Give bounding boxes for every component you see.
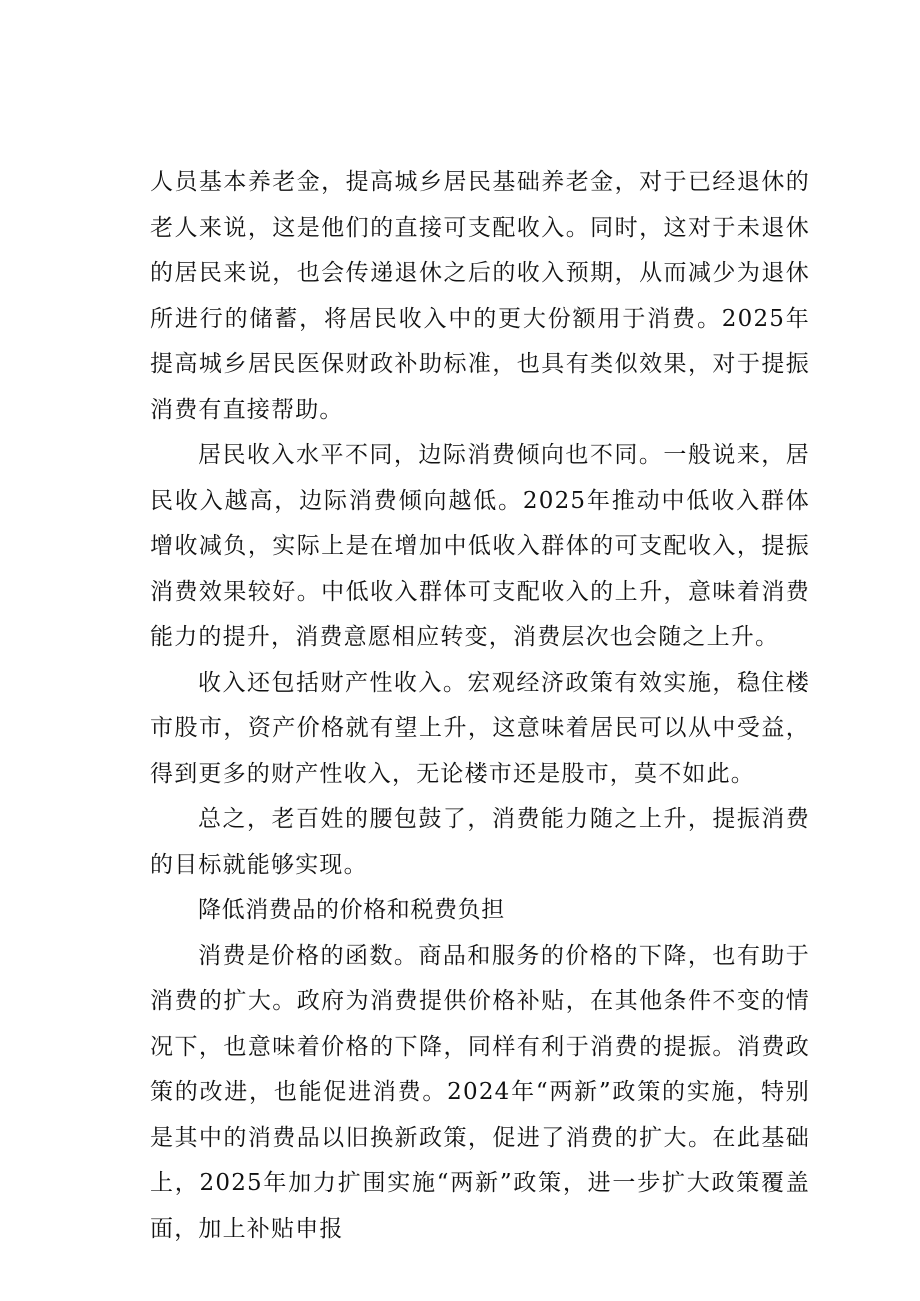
section-heading: 降低消费品的价格和税费负担: [198, 897, 505, 923]
paragraph-continued-pension: 人员基本养老金，提高城乡居民基础养老金，对于已经退休的老人来说，这是他们的直接可支配收入。同时，这对于未退休的居民来说，也会传递退休之后的收入预期，从而减少为退休所进行的储蓄，将居民收入中的更大份额用于消费。2025年提高城乡居民医保财政补助标准，也具有类似效果，对于提振消费有直接帮助。: [150, 169, 810, 423]
document-body: [150, 160, 810, 1252]
paragraph-income-levels: 居民收入水平不同，边际消费倾向也不同。一般说来，居民收入越高，边际消费倾向越低。2025年推动中低收入群体增收减负，实际上是在增加中低收入群体的可支配收入，提振消费效果较好。中低收入群体可支配收入的上升，意味着消费能力的提升，消费意愿相应转变，消费层次也会随之上升。: [150, 442, 810, 650]
paragraph-property-income: 收入还包括财产性收入。宏观经济政策有效实施，稳住楼市股市，资产价格就有望上升，这意味着居民可以从中受益，得到更多的财产性收入，无论楼市还是股市，莫不如此。: [150, 669, 810, 787]
paragraph-price-function: 消费是价格的函数。商品和服务的价格的下降，也有助于消费的扩大。政府为消费提供价格补贴，在其他条件不变的情况下，也意味着价格的下降，同样有利于消费的提振。消费政策的改进，也能促进消费。2024年“两新”政策的实施，特别是其中的消费品以旧换新政策，促进了消费的扩大。在此基础上，2025年加力扩围实施“两新”政策，进一步扩大政策覆盖面，加上补贴申报: [150, 942, 810, 1242]
paragraph-conclusion: 总之，老百姓的腰包鼓了，消费能力随之上升，提振消费的目标就能够实现。: [150, 806, 810, 878]
